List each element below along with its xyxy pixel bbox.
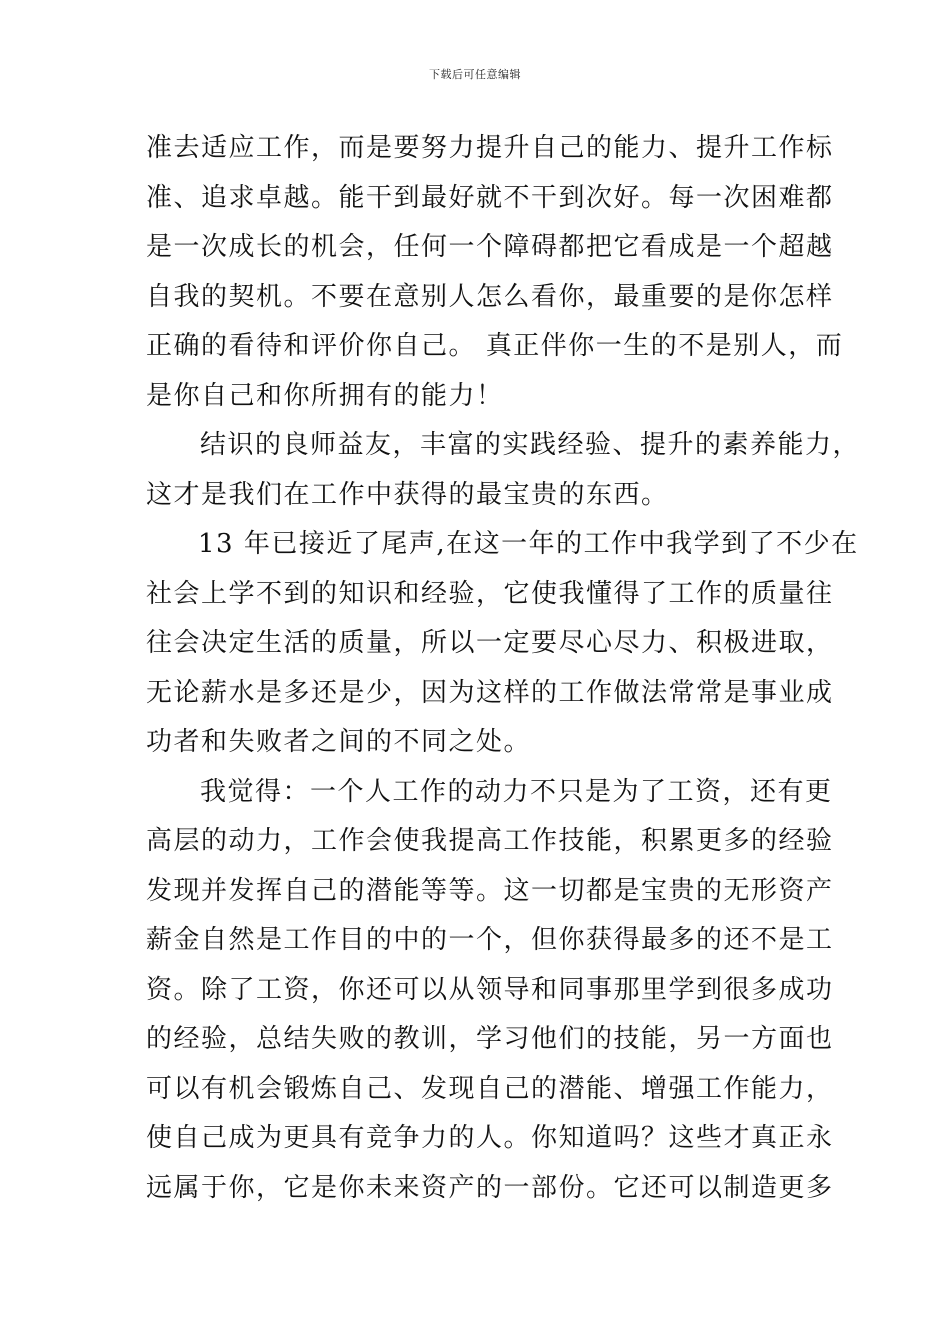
text-line: 功者和失败者之间的不同之处。 [146,727,532,757]
page-header: 下载后可任意编辑 [429,68,521,81]
text-line: 发现并发挥自己的潜能等等。这一切都是宝贵的无形资产 [146,875,834,906]
text-line: 高层的动力，工作会使我提高工作技能，积累更多的经验 [146,826,834,856]
text-line: 资。除了工资，你还可以从领导和同事那里学到很多成功 [146,974,834,1005]
text-line: 准、追求卓越。能干到最好就不干到次好。每一次困难都 [146,182,834,213]
text-line: 远属于你，它是你未来资产的一部份。它还可以制造更多 [146,1172,834,1203]
paragraph-start-line: 13 年已接近了尾声,在这一年的工作中我学到了不少在 [198,529,859,559]
document-body [146,124,861,1213]
paragraph-start-line: 结识的良师益友，丰富的实践经验、提升的素养能力， [200,430,861,460]
text-line: 正确的看待和评价你自己。 真正伴你一生的不是别人，而 [146,331,844,361]
text-line: 无论薪水是多还是少，因为这样的工作做法常常是事业成 [146,677,834,708]
text-line: 是你自己和你所拥有的能力！ [146,380,504,411]
paragraph-start-line: 我觉得：一个人工作的动力不只是为了工资，还有更 [200,776,833,807]
text-line: 往会决定生活的质量，所以一定要尽心尽力、积极进取， [146,628,834,658]
text-line: 自我的契机。不要在意别人怎么看你，最重要的是你怎样 [146,281,834,312]
text-line: 准去适应工作，而是要努力提升自己的能力、提升工作标 [146,133,834,163]
text-line: 的经验，总结失败的教训，学习他们的技能，另一方面也 [146,1024,834,1054]
text-line: 薪金自然是工作目的中的一个，但你获得最多的还不是工 [146,925,834,955]
text-line: 这才是我们在工作中获得的最宝贵的东西。 [146,479,669,510]
text-line: 是一次成长的机会，任何一个障碍都把它看成是一个超越 [146,232,834,262]
text-line: 社会上学不到的知识和经验，它使我懂得了工作的质量往 [146,578,834,609]
text-line: 使自己成为更具有竞争力的人。你知道吗？这些才真正永 [146,1123,834,1153]
text-line: 可以有机会锻炼自己、发现自己的潜能、增强工作能力， [146,1073,834,1104]
